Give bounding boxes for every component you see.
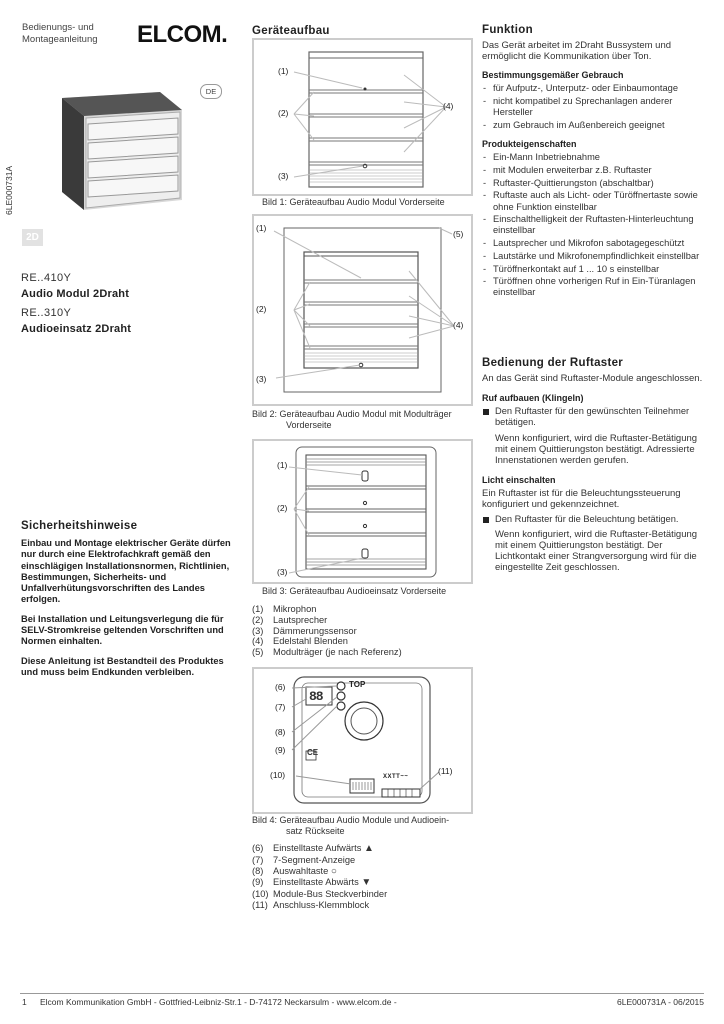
legend-item: [252, 647, 402, 658]
footer-page-number: 1: [22, 997, 27, 1007]
list-item: - Türöffnen ohne vorherigen Ruf in Ein-Türanlagen einstellbar: [482, 276, 704, 298]
legend-num: (3): [252, 625, 264, 636]
light-intro: Ein Ruftaster ist für die Beleuchtungssteuerung konfiguriert und gekennzeichnet.: [482, 488, 681, 511]
legend-item: [252, 626, 402, 637]
square-bullet-icon: [483, 409, 489, 415]
figure-1-caption: Bild 1: Geräteaufbau Audio Modul Vorderseite: [262, 197, 445, 207]
legend-text: Einstelltaste Abwärts: [273, 877, 359, 888]
fig2-callout-5: (5): [453, 229, 464, 239]
figure-4-caption: [252, 815, 449, 837]
fig1-callout-3: (3): [278, 171, 289, 181]
fig1-callout-1: (1): [278, 66, 289, 76]
figure-1: [252, 38, 473, 196]
legend-item: [252, 855, 387, 866]
product-name-1: Audio Modul 2Draht: [21, 288, 130, 300]
figure-2-caption: [252, 409, 452, 431]
legend-text: Auswahltaste: [273, 865, 329, 876]
list-item: - mit Modulen erweiterbar z.B. Ruftaster: [482, 165, 704, 176]
light-steps: [482, 514, 704, 525]
fig3-callout-3: (3): [277, 567, 288, 577]
list-item: - Ruftaste auch als Licht- oder Türöffnertaste sowie ohne Funktion einstellbar: [482, 190, 704, 212]
legend-num: (11): [252, 899, 268, 910]
list-item: - nicht kompatibel zu Sprechanlagen anderer Hersteller: [482, 96, 704, 118]
legend-text: Lautsprecher: [273, 614, 328, 625]
fig2-callout-1: (1): [256, 223, 267, 233]
call-title: Ruf aufbauen (Klingeln): [482, 393, 584, 404]
footer-doc-code: 6LE000731A - 06/2015: [617, 997, 704, 1007]
fig4-callout-8: (8): [275, 727, 286, 737]
legend-item: [252, 889, 387, 900]
step-text: Den Ruftaster für den gewünschten Teilnehmer betätigen.: [495, 406, 690, 428]
legend-num: (10): [252, 889, 269, 900]
geraeteaufbau-title: Geräteaufbau: [252, 25, 330, 37]
figure-3: [252, 439, 473, 584]
props-title: Produkteigenschaften: [482, 139, 577, 150]
legend-num: (5): [252, 647, 264, 658]
list-item: - Einschalthelligkeit der Ruftasten-Hinterleuchtung einstellbar: [482, 214, 704, 236]
legend-item: [252, 615, 402, 626]
doc-type-line1: Bedienungs- und: [22, 22, 94, 33]
legend-text: Einstelltaste Aufwärts: [273, 843, 362, 853]
safety-paragraph-2: Bei Installation und Leitungsverlegung die für SELV-Stromkreise geltenden Vorschriften und Normen einhalten.: [21, 613, 224, 647]
figure-2: [252, 214, 473, 406]
list-item: - Ruftaster-Quittierungston (abschaltbar): [482, 178, 704, 189]
badge-2d: 2D: [22, 229, 43, 246]
bedienung-section: [482, 357, 704, 574]
bedienung-intro: An das Gerät sind Ruftaster-Module angeschlossen.: [482, 373, 703, 384]
legend-text: Anschluss-Klemmblock: [273, 899, 370, 910]
fig3-callout-1: (1): [277, 460, 288, 470]
legend-num: (9): [252, 877, 264, 888]
legend-num: (8): [252, 865, 264, 876]
fig2-callout-4: (4): [453, 320, 464, 330]
fig4-callout-7: (7): [275, 702, 286, 712]
legend-item: [252, 636, 402, 647]
fig4-top-label: TOP: [349, 680, 366, 689]
product-ref-2: RE..310Y: [21, 307, 72, 319]
legend-text: 7-Segment-Anzeige: [273, 854, 356, 865]
list-item: [482, 514, 704, 525]
legend-item: [252, 604, 402, 615]
figure-2-caption-line1: Bild 2: Geräteaufbau Audio Modul mit Modulträger: [252, 409, 452, 419]
list-item: - Lautsprecher und Mikrofon sabotagegeschützt: [482, 238, 704, 249]
legend-item: [252, 866, 387, 878]
legend-text: Mikrophon: [273, 604, 317, 614]
list-item: - Lautstärke und Mikrofonempfindlichkeit einstellbar: [482, 251, 704, 262]
bedienung-title: Bedienung der Ruftaster: [482, 357, 624, 369]
list-item: - für Aufputz-, Unterputz- oder Einbaumontage: [482, 83, 704, 94]
fig2-callout-3: (3): [256, 374, 267, 384]
figure-4: [252, 667, 473, 814]
list-item: [482, 406, 704, 428]
figure-4-drawing: [254, 669, 471, 812]
funktion-intro: Das Gerät arbeitet im 2Draht Bussystem und ermöglicht die Kommunikation über Ton.: [482, 40, 672, 63]
legend-num: (2): [252, 614, 264, 625]
fig4-callout-11: (11): [438, 766, 453, 776]
figure-3-caption: Bild 3: Geräteaufbau Audioeinsatz Vorderseite: [262, 586, 447, 596]
language-badge: DE: [200, 84, 222, 99]
legend-item: [252, 877, 387, 889]
fig4-terminal-label: XXTT~~: [383, 774, 409, 780]
fig4-seven-segment-display: 88: [309, 689, 323, 704]
call-steps: [482, 406, 704, 428]
funktion-title: Funktion: [482, 24, 533, 36]
legend-num: (7): [252, 854, 264, 865]
legend-text: Module-Bus Steckverbinder: [273, 889, 388, 900]
legend-1: [252, 604, 402, 658]
doc-type-line2: Montageanleitung: [22, 33, 98, 45]
figure-2-caption-line2: Vorderseite: [286, 420, 332, 430]
use-title: Bestimmungsgemäßer Gebrauch: [482, 70, 624, 81]
figure-4-caption-line1: Bild 4: Geräteaufbau Audio Module und Audioein-: [252, 815, 450, 825]
call-note: Wenn konfiguriert, wird die Ruftaster-Betätigung mit einem Quittierungston bestätigt. Adressierte Innenstationen werden gerufen.: [495, 432, 698, 467]
safety-title: Sicherheitshinweise: [21, 520, 138, 532]
ce-mark: CE: [307, 748, 319, 757]
figure-4-caption-line2: satz Rückseite: [286, 826, 345, 836]
legend-item: [252, 900, 387, 911]
fig3-callout-2: (2): [277, 503, 288, 513]
light-note: Wenn konfiguriert, wird die Ruftaster-Betätigung mit einem Quittierungston bestätigt. Der Lichtkontakt einer Strangversorgung wird für die eingestellte Zeit geschlossen.: [495, 528, 698, 574]
use-list: [482, 83, 704, 131]
legend-text: Dämmerungssensor: [273, 625, 357, 636]
doc-code-vertical: 6LE000731A: [4, 165, 14, 215]
fig1-callout-4: (4): [443, 101, 454, 111]
props-list: [482, 152, 704, 298]
legend-text: Edelstahl Blenden: [273, 636, 348, 647]
down-triangle-icon: ▼: [361, 877, 372, 889]
safety-paragraph-1: Einbau und Montage elektrischer Geräte dürfen nur durch eine Elektrofachkraft gemäß den einschlägigen Installationsnormen, Richtlinien, Bestimmungen, Sicherheits- und Unfallverhütungsvorschriften des Landes erfolgen.: [21, 538, 231, 605]
legend-text: Modulträger (je nach Referenz): [273, 647, 402, 658]
doc-type: [22, 22, 98, 45]
square-bullet-icon: [483, 517, 489, 523]
footer-company: Elcom Kommunikation GmbH - Gottfried-Leibniz-Str.1 - D-74172 Neckarsulm - www.elcom.de -: [40, 997, 397, 1007]
fig4-callout-9: (9): [275, 745, 286, 755]
footer-rule: [20, 993, 704, 994]
list-item: - zum Gebrauch im Außenbereich geeignet: [482, 120, 704, 131]
list-item: - Türöffnerkontakt auf 1 ... 10 s einstellbar: [482, 264, 704, 275]
product-ref-1: RE..410Y: [21, 272, 72, 284]
funktion-section: [482, 24, 704, 300]
product-name-2: Audioeinsatz 2Draht: [21, 323, 132, 335]
product-photo: [40, 88, 190, 213]
figure-2-drawing: [254, 216, 471, 404]
legend-num: (6): [252, 843, 264, 853]
light-title: Licht einschalten: [482, 475, 556, 486]
fig4-callout-10: (10): [270, 770, 286, 780]
fig4-callout-6: (6): [275, 682, 286, 692]
fig1-callout-2: (2): [278, 108, 289, 118]
fig2-callout-2: (2): [256, 304, 267, 314]
up-triangle-icon: ▲: [363, 843, 374, 854]
circle-icon: ○: [330, 865, 337, 877]
safety-paragraph-3: Diese Anleitung ist Bestandteil des Produktes und muss beim Endkunden verbleiben.: [21, 655, 224, 677]
legend-2: [252, 843, 387, 911]
list-item: - Ein-Mann Inbetriebnahme: [482, 152, 704, 163]
safety-section: [21, 520, 243, 678]
legend-num: (4): [252, 636, 264, 647]
brand-logo: ELCOM.: [137, 21, 228, 48]
legend-num: (1): [252, 604, 264, 614]
legend-item: [252, 843, 387, 855]
step-text: Den Ruftaster für die Beleuchtung betätigen.: [495, 513, 679, 524]
